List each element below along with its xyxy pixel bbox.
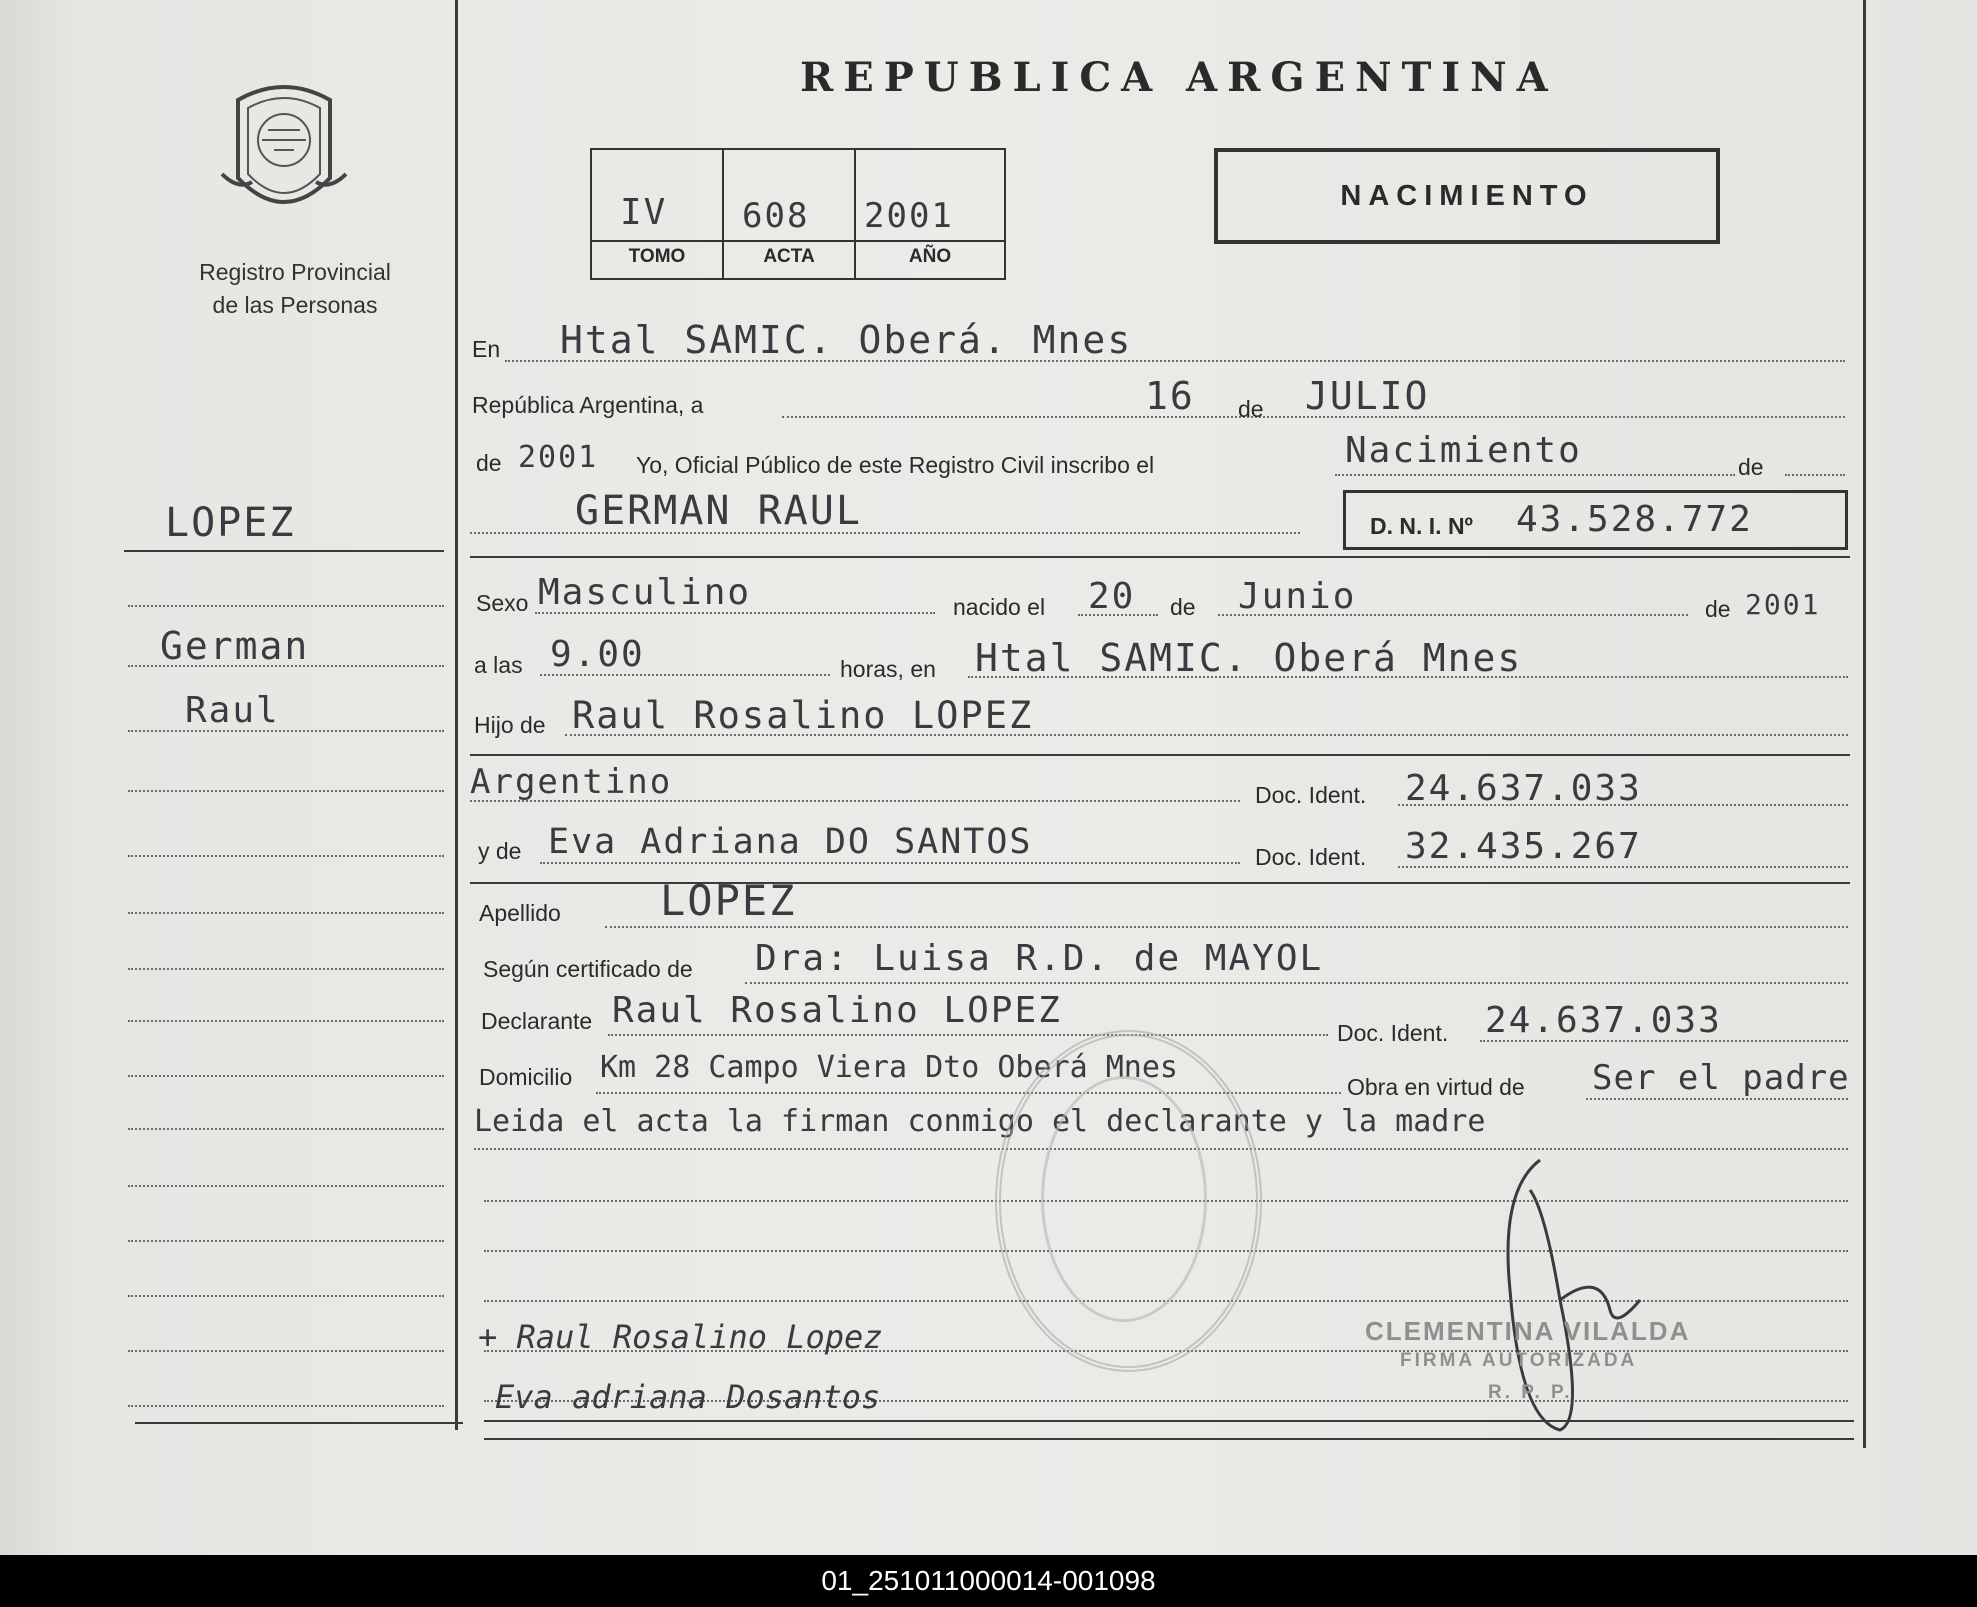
margin-line: [128, 1075, 444, 1077]
margin-line: [128, 1295, 444, 1297]
obra-value: Ser el padre: [1592, 1058, 1850, 1098]
domicilio-label: Domicilio: [479, 1064, 573, 1090]
father-doc: 24.637.033: [1405, 768, 1642, 809]
apellido-line: [605, 926, 1848, 928]
left-column-border: [455, 0, 458, 1430]
margin-rule: [124, 550, 444, 552]
margin-line: [128, 1405, 444, 1407]
nationality-line: [470, 800, 1240, 802]
margin-line: [128, 790, 444, 792]
de-label-3: de: [1738, 454, 1764, 480]
de-label-2: de: [476, 450, 502, 476]
domicilio-value: Km 28 Campo Viera Dto Oberá Mnes: [600, 1050, 1178, 1085]
de-label-4: de: [1170, 594, 1196, 620]
margin-line: [128, 855, 444, 857]
day-value: 16: [1145, 374, 1195, 418]
anio-value: 2001: [864, 196, 954, 236]
year-value: 2001: [518, 440, 599, 475]
horas-label: horas, en: [840, 656, 936, 682]
declarante-doc: 24.637.033: [1485, 1000, 1722, 1041]
registry-line-2: de las Personas: [212, 292, 378, 318]
father-doc-label: Doc. Ident.: [1255, 782, 1367, 808]
registry-seal: [218, 78, 350, 228]
father-nationality: Argentino: [470, 762, 673, 802]
declarante-value: Raul Rosalino LOPEZ: [612, 990, 1062, 1031]
de-label-1: de: [1238, 396, 1264, 422]
mother-doc-line: [1398, 866, 1848, 868]
sexo-line: [535, 612, 935, 614]
acta-label: ACTA: [763, 246, 815, 267]
obra-label: Obra en virtud de: [1347, 1074, 1525, 1100]
margin-line: [128, 1185, 444, 1187]
official-name-stamp: CLEMENTINA VILALDA: [1365, 1316, 1691, 1346]
act-type-value: Nacimiento: [1345, 430, 1582, 471]
margin-bottom-rule: [135, 1422, 463, 1424]
declarante-doc-line: [1480, 1040, 1848, 1042]
oficial-text: Yo, Oficial Público de este Registro Civil inscribo el: [636, 452, 1155, 478]
section-rule-2: [470, 754, 1850, 756]
certificado-value: Dra: Luisa R.D. de MAYOL: [755, 938, 1324, 979]
certificado-line: [745, 982, 1848, 984]
margin-given-1: German: [160, 624, 310, 668]
month-value: JULIO: [1305, 374, 1430, 418]
father-doc-line: [1398, 804, 1848, 806]
margin-line: [128, 1020, 444, 1022]
mother-doc: 32.435.267: [1405, 826, 1642, 867]
section-rule-1: [470, 556, 1850, 558]
birth-place: Htal SAMIC. Oberá Mnes: [975, 636, 1523, 680]
declarante-line: [608, 1034, 1328, 1036]
de-line: [1785, 474, 1845, 476]
sexo-value: Masculino: [538, 572, 752, 613]
apellido-label: Apellido: [479, 900, 561, 926]
dni-box: [1343, 490, 1848, 550]
child-name: GERMAN RAUL: [575, 488, 862, 534]
name-line: [470, 532, 1300, 534]
mother-line: [540, 862, 1240, 864]
margin-line: [128, 1240, 444, 1242]
record-type-box: [1214, 148, 1720, 244]
obra-line: [1586, 1098, 1848, 1100]
birth-month: Junio: [1238, 576, 1357, 617]
yde-label: y de: [478, 838, 522, 864]
official-seal-stamp: [995, 1030, 1262, 1372]
en-value: Htal SAMIC. Oberá. Mnes: [560, 318, 1133, 362]
birth-day: 20: [1088, 576, 1136, 617]
margin-line: [128, 665, 444, 667]
margin-line: [128, 968, 444, 970]
segun-label: Según certificado de: [483, 956, 693, 982]
margin-surname: LOPEZ: [165, 500, 296, 546]
declarante-doc-label: Doc. Ident.: [1337, 1020, 1449, 1046]
tomo-label: TOMO: [628, 246, 686, 267]
official-org-stamp: R. P. P.: [1488, 1382, 1573, 1403]
alas-label: a las: [474, 652, 523, 678]
signature-mother: Eva adriana Dosantos: [495, 1378, 881, 1416]
signature-father: + Raul Rosalino Lopez: [478, 1318, 883, 1356]
margin-line: [128, 912, 444, 914]
hijo-label: Hijo de: [474, 712, 546, 738]
birth-year: 2001: [1745, 588, 1821, 621]
birth-place-line: [968, 676, 1848, 678]
nacido-label: nacido el: [953, 594, 1046, 620]
margin-line: [128, 1350, 444, 1352]
margin-given-2: Raul: [185, 690, 280, 731]
official-role-stamp: FIRMA AUTORIZADA: [1400, 1350, 1638, 1371]
anio-label: AÑO: [908, 246, 952, 267]
mother-doc-label: Doc. Ident.: [1255, 844, 1367, 870]
mother-name: Eva Adriana DO SANTOS: [548, 822, 1033, 862]
sexo-label: Sexo: [476, 590, 529, 616]
apellido-value: LOPEZ: [660, 876, 797, 925]
registry-name: [150, 256, 440, 322]
table-divider: [590, 240, 1006, 242]
leida-text: Leida el acta la firman conmigo el declarante y la madre: [474, 1104, 1486, 1139]
dni-value: 43.528.772: [1516, 499, 1753, 540]
declarante-label: Declarante: [481, 1008, 593, 1034]
en-label: En: [472, 336, 501, 362]
hour-line: [540, 674, 830, 676]
hour-value: 9.00: [550, 634, 645, 675]
bottom-rule-2: [484, 1438, 1854, 1440]
birth-day-line: [1078, 614, 1158, 616]
margin-line: [128, 1128, 444, 1130]
father-name: Raul Rosalino LOPEZ: [572, 694, 1034, 737]
image-id-footer: 01_251011000014-001098: [0, 1555, 1977, 1607]
act-line: [1335, 474, 1735, 476]
birth-month-line: [1218, 614, 1688, 616]
acta-value: 608: [742, 196, 810, 236]
tomo-value: IV: [620, 192, 668, 233]
right-border: [1863, 0, 1866, 1448]
margin-line: [128, 605, 444, 607]
registry-line-1: Registro Provincial: [199, 259, 391, 285]
de-label-5: de: [1705, 596, 1731, 622]
father-line: [565, 734, 1848, 736]
margin-line: [128, 730, 444, 732]
country-title: REPUBLICA ARGENTINA: [800, 54, 1558, 101]
record-type-label: NACIMIENTO: [1340, 180, 1594, 212]
book-reference-table: [590, 148, 1006, 280]
republica-label: República Argentina, a: [472, 392, 704, 418]
bottom-rule-1: [484, 1420, 1854, 1422]
dni-label: D. N. I. Nº: [1370, 513, 1473, 539]
